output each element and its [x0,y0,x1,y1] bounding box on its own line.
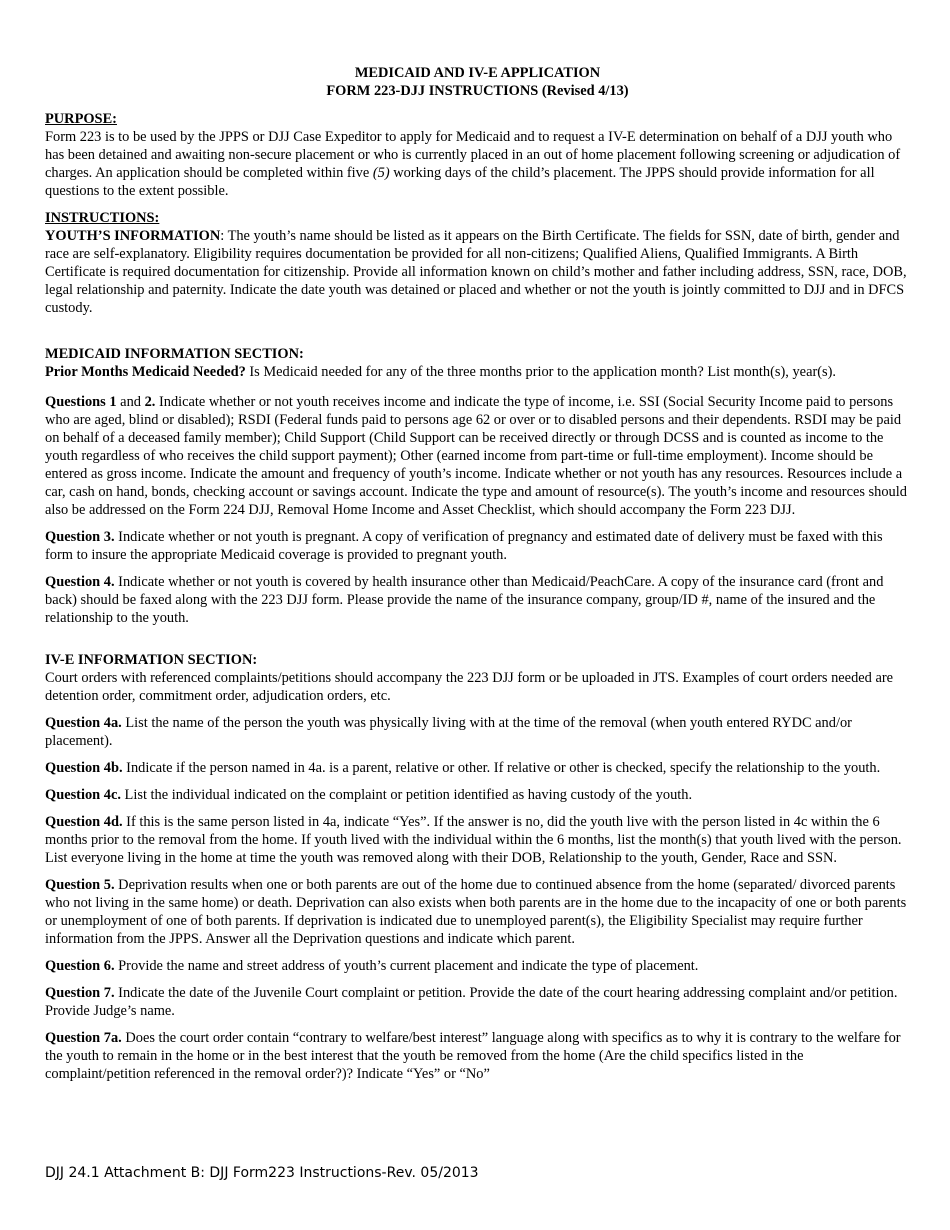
instructions-section [45,209,910,317]
question-4a-label: Question 4a. [45,715,122,731]
question-7-text: Indicate the date of the Juvenile Court complaint or petition. Provide the date of the court hearing addressing complaint and/or petition. Provide Judge’s name. [45,985,898,1019]
question-5-text: Deprivation results when one or both parents are out of the home due to continued absence from the home (separated/ divorced parents who not living in the same home) or death. Deprivation can also exists when both parents are in the home due to the incapacity of one or both parents or unemployment of one of both parents. If deprivation is indicated due to unemployed parent(s), the Eligibility Specialist may require further information from the JPPS. Answer all the Deprivation questions and indicate which parent. [45,877,907,947]
question-6-text: Provide the name and street address of youth’s current placement and indicate the type of placement. [114,958,699,974]
question-7a-paragraph [45,1029,910,1083]
prior-months-text: Is Medicaid needed for any of the three months prior to the application month? List month(s), year(s). [245,364,837,380]
question-4-label: Question 4. [45,574,115,590]
question-4c-text: List the individual indicated on the complaint or petition identified as having custody of the youth. [120,787,693,803]
document-title [45,64,910,100]
question-4a-text: List the name of the person the youth was physically living with at the time of the removal (when youth entered RYDC and/or placement). [45,715,852,749]
youth-info-label: YOUTH’S INFORMATION [45,228,221,244]
question-4d-text: If this is the same person listed in 4a, indicate “Yes”. If the answer is no, did the youth live with the person listed in 4c within the 6 months prior to the removal from the home. If youth lived with the individual within the 6 months, list the month(s) that youth lived with the person. List everyone living in the home at time the youth was removed along with their DOB, Relationship to the youth, Gender, Race and SSN. [45,814,902,866]
page-footer: DJJ 24.1 Attachment B: DJJ Form223 Instructions-Rev. 05/2013 [45,1165,479,1181]
question-6-label: Question 6. [45,958,115,974]
purpose-text [45,128,910,200]
purpose-text-italic: (5) [372,165,390,181]
ive-section [45,651,910,1083]
question-4b-text: Indicate if the person named in 4a. is a parent, relative or other. If relative or other is checked, specify the relationship to the youth. [122,760,881,776]
question-1-2-text: Indicate whether or not youth receives income and indicate the type of income, i.e. SSI (Social Security Income paid to persons who are aged, blind or disabled); RSDI (Federal funds paid to persons age 62 or over or to disabled persons and their dependents. RSDI may be paid on behalf of a deceased family member); Child Support (Child Support can be received directly or through DCSS and is counted as income to the youth regardless of who receives the child support payment); Other (earned income from part-time or full-time employment). Income should be entered as gross income. Indicate the amount and frequency of youth’s income. Indicate whether or not youth has any resources. Resources include a car, cash on hand, bonds, checking account or savings account. Indicate the type and amount of resource(s). The youth’s income and resources should also be addressed on the Form 224 DJJ, Removal Home Income and Asset Checklist, which should accompany the Form 223 DJJ. [45,394,907,518]
question-4b-label: Question 4b. [45,760,123,776]
medicaid-heading: MEDICAID INFORMATION SECTION: [45,346,304,362]
question-1-2-and: and [116,394,145,410]
question-4d-paragraph [45,813,910,867]
question-4d-label: Question 4d. [45,814,123,830]
question-1-2-paragraph [45,393,910,519]
medicaid-section [45,345,910,627]
question-4c-paragraph [45,786,910,804]
purpose-text-b: working days of the child’s placement. The JPPS should provide information for all questions to the extent possible. [45,165,875,199]
prior-months-label: Prior Months Medicaid Needed? [45,364,246,380]
question-2-label: 2. [144,394,156,410]
question-4a-paragraph [45,714,910,750]
title-line-2: FORM 223-DJJ INSTRUCTIONS (Revised 4/13) [326,83,629,99]
question-3-paragraph [45,528,910,564]
question-6-paragraph [45,957,910,975]
ive-heading: IV-E INFORMATION SECTION: [45,652,258,668]
youth-info-paragraph [45,227,910,317]
question-7a-label: Question 7a. [45,1030,122,1046]
question-7-paragraph [45,984,910,1020]
question-5-paragraph [45,876,910,948]
youth-info-text: : The youth’s name should be listed as it appears on the Birth Certificate. The fields for SSN, date of birth, gender and race are self-explanatory. Eligibility requires documentation be provided for all non-citizens; Qualified Aliens, Qualified Immigrants. A Birth Certificate is required documentation for citizenship. Provide all information known on child’s mother and father including address, SSN, race, DOB, legal relationship and paternity. Indicate the date youth was detained or placed and whether or not the youth is jointly committed to DJJ and in DFCS custody. [45,228,907,316]
question-4-text: Indicate whether or not youth is covered by health insurance other than Medicaid/PeachCare. A copy of the insurance card (front and back) should be faxed along with the 223 DJJ form. Please provide the name of the insurance company, group/ID #, name of the insured and the relationship to the youth. [45,574,884,626]
ive-intro: Court orders with referenced complaints/petitions should accompany the 223 DJJ form or be uploaded in JTS. Examples of court orders needed are detention order, commitment order, adjudication orders, etc. [45,670,894,704]
question-5-label: Question 5. [45,877,115,893]
instructions-heading: INSTRUCTIONS: [45,210,160,226]
prior-months-paragraph [45,363,910,381]
question-7-label: Question 7. [45,985,115,1001]
question-4b-paragraph [45,759,910,777]
question-3-label: Question 3. [45,529,115,545]
question-1-label: Questions 1 [45,394,117,410]
question-4-paragraph [45,573,910,627]
document-page [45,64,910,1083]
title-line-1: MEDICAID AND IV-E APPLICATION [354,65,601,81]
question-7a-text: Does the court order contain “contrary to welfare/best interest” language along with specifics as to why it is contrary to the welfare for the youth to remain in the home or in the best interest that the youth be removed from the home (Are the child specifics listed in the complaint/petition referenced in the removal order?)? Indicate “Yes” or “No” [45,1030,901,1082]
purpose-heading: PURPOSE: [45,111,117,127]
question-3-text: Indicate whether or not youth is pregnant. A copy of verification of pregnancy and estimated date of delivery must be faxed with this form to insure the appropriate Medicaid coverage is provided to pregnant youth. [45,529,883,563]
question-4c-label: Question 4c. [45,787,121,803]
purpose-text-a: Form 223 is to be used by the JPPS or DJJ Case Expeditor to apply for Medicaid and to request a IV-E determination on behalf of a DJJ youth who has been detained and awaiting non-secure placement or who is currently placed in an out of home placement following screening or adjudication of charges. An application should be completed within five [45,129,901,181]
purpose-section [45,110,910,200]
